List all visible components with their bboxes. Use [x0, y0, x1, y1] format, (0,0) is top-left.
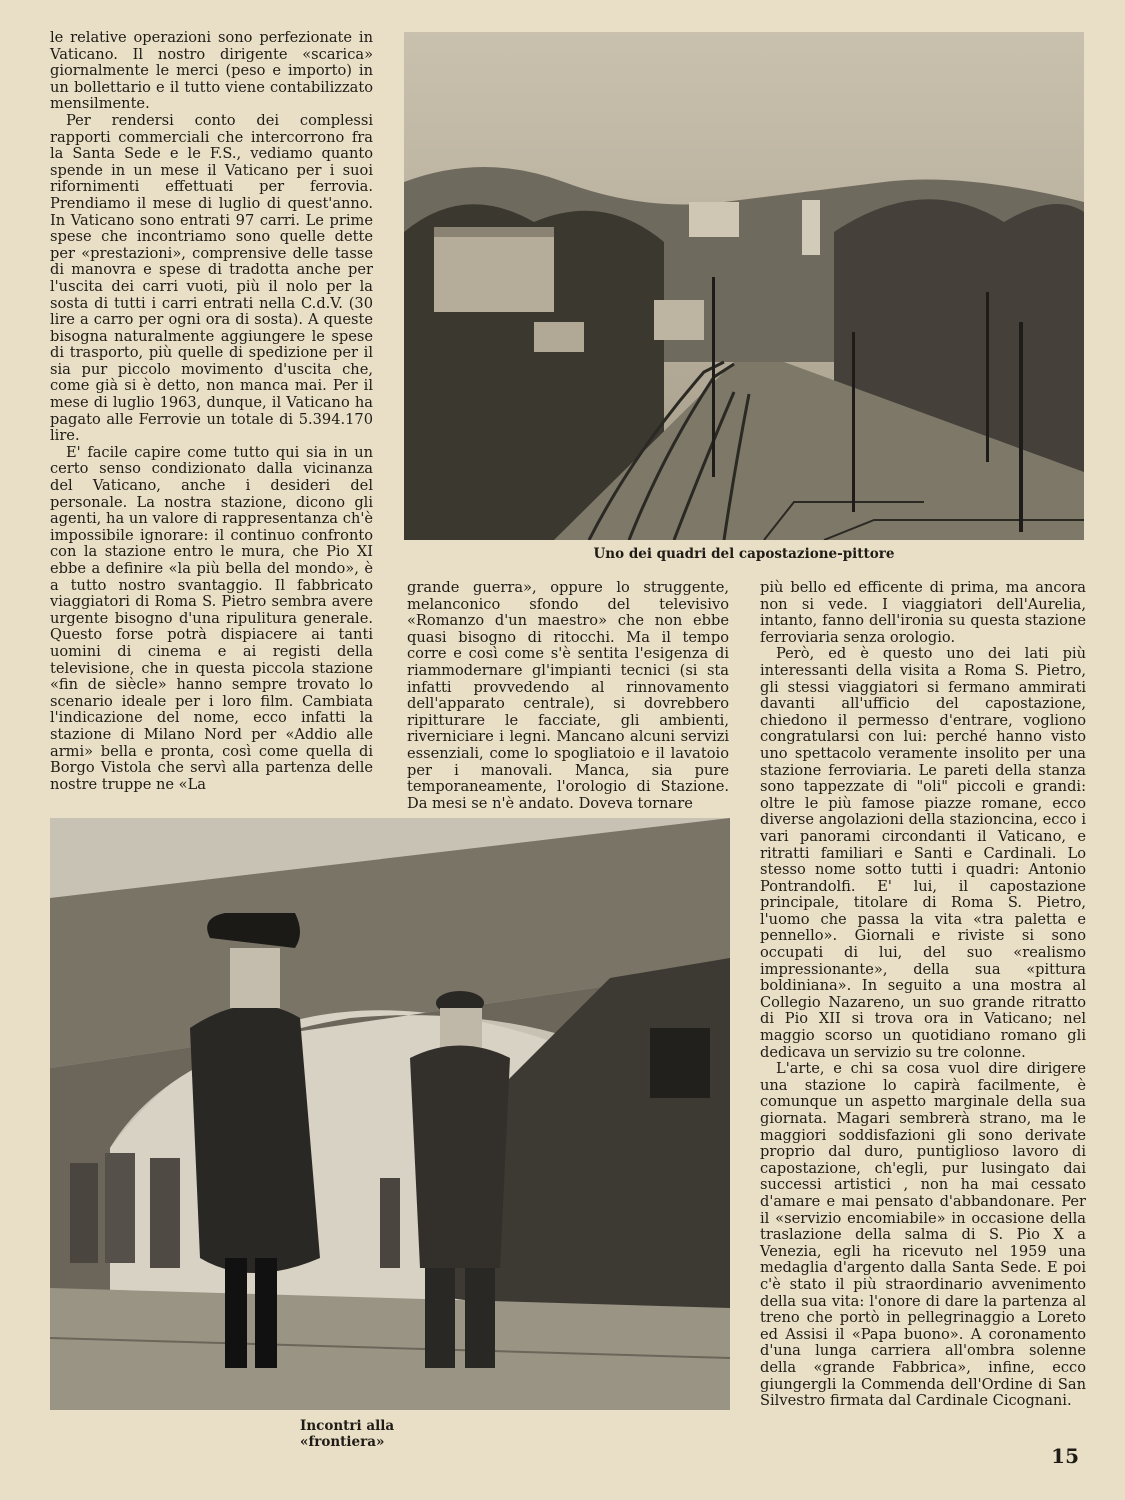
paragraph: Però, ed è questo uno dei lati più interessanti della visita a Roma S. Pietro, gli stessi viaggiatori si fermano ammirati davanti all'ufficio del capostazione, chiedono il permesso d'entrare, vogliono congratularsi con lui: perché hanno visto uno spettacolo veramente insolito per una stazione ferroviaria. Le pareti della stanza sono tappezzate di "oli" piccoli e grandi: oltre le più famose piazze romane, ecco diverse angolazioni della stazioncina, ecco i vari panorami circondanti il Vaticano, e ritratti familiari e Santi e Cardinali. Lo stesso nome sotto tutti i quadri: Antonio Pontrandolfi. E' lui, il capostazione principale, titolare di Roma S. Pietro, l'uomo che passa la vita «tra paletta e pennello». Giornali e riviste si sono occupati di lui, del suo «realismo impressionante», della sua «pittura boldiniana». In seguito a una mostra al Collegio Nazareno, un suo grande ritratto di Pio XII si trova ora in Vaticano; nel maggio scorso un quotidiano romano gli dedicava un servizio su tre colonne.: [760, 645, 1086, 1061]
paragraph: più bello ed efficente di prima, ma ancora non si vede. I viaggiatori dell'Aurelia, intanto, fanno dell'ironia su questa stazione ferroviaria senza orologio.: [760, 579, 1086, 646]
station-officials-photo: [50, 818, 730, 1410]
article-column-1: [50, 30, 373, 793]
paragraph: L'arte, e chi sa cosa vuol dire dirigere una stazione lo capirà facilmente, è comunque un aspetto marginale della sua giornata. Magari sembrerà strano, ma le maggiori soddisfazioni gli sono derivate proprio dal duro, puntiglioso lavoro di capostazione, ch'egli, pur lusingato dai successi artistici , non ha mai cessato d'amare e mai pensato d'abbandonare. Per il «servizio encomiabile» in occasione della traslazione della salma di S. Pio X a Venezia, egli ha ricevuto nel 1959 una medaglia d'argento dalla Santa Sede. E poi c'è stato il più straordinario avvenimento della sua vita: l'onore di dare la partenza al treno che portò in pellegrinaggio a Loreto ed Assisi il «Papa buono». A coronamento d'una lunga carriera all'ombra solenne della «grande Fabbrica», infine, ecco giungergli la Commenda dell'Ordine di San Silvestro firmata dal Cardinale Cicognani.: [760, 1060, 1086, 1410]
paragraph: Per rendersi conto dei complessi rapporti commerciali che intercorrono fra la Santa Sede e le F.S., vediamo quanto spende in un mese il Vaticano per i suoi rifornimenti effettuati per ferrovia. Prendiamo il mese di luglio di quest'anno. In Vaticano sono entrati 97 carri. Le prime spese che incontriamo sono quelle dette per «prestazioni», comprensive delle tasse di manovra e spese di tradotta anche per l'uscita dei carri vuoti, più il nolo per la sosta di tutti i carri entrati nella C.d.V. (30 lire a carro per ogni ora di sosta). A queste bisogna naturalmente aggiungere le spese di trasporto, più quelle di spedizione per il sia pur piccolo movimento d'uscita che, come già si è detto, non manca mai. Per il mese di luglio 1963, dunque, il Vaticano ha pagato alle Ferrovie un totale di 5.394.170 lire.: [50, 111, 373, 445]
top-figure-caption: Uno dei quadri del capostazione-pittore: [593, 546, 895, 562]
paragraph: E' facile capire come tutto qui sia in un certo senso condizionato dalla vicinanza del Vaticano, anche i desideri del personale. La nostra stazione, dicono gli agenti, ha un valore di rappresentanza ch'è impossibile ignorare: il continuo confronto con la stazione entro le mura, che Pio XI ebbe a definire «la più bella del mondo», è a tutto nostro svantaggio. Il fabbricato viaggiatori di Roma S. Pietro sembra avere urgente bisogno d'una ripulitura generale. Questo forse potrà dispiacere ai tanti uomini di cinema e ai registi della televisione, che in questa piccola stazione «fin de siècle» hanno sempre trovato lo scenario ideale per i loro film. Cambiata l'indicazione del nome, ecco infatti la stazione di Milano Nord per «Addio alle armi» bella e pronta, così come quella di Borgo Vistola che servì alla partenza delle nostre truppe ne «La: [50, 443, 373, 793]
paragraph: grande guerra», oppure lo struggente, melanconico sfondo del televisivo «Romanzo d'un maestro» che non ebbe quasi bisogno di ritocchi. Ma il tempo corre e così come s'è sentita l'esigenza di riammodernare gl'impianti tecnici (si sta infatti provvedendo al rinnovamento dell'apparato centrale), si dovrebbero ripitturare le facciate, gli ambienti, riverniciare i legni. Mancano alcuni servizi essenziali, come lo spogliatoio e il lavatoio per i manovali. Manca, sia pure temporaneamente, l'orologio di Stazione. Da mesi se n'è andato. Doveva tornare: [407, 579, 729, 812]
paragraph: le relative operazioni sono perfezionate in Vaticano. Il nostro dirigente «scarica» giornalmente le merci (peso e importo) in un bollettario e il tutto viene contabilizzato mensilmente.: [50, 29, 373, 113]
bottom-figure-caption: Incontri alla «frontiera»: [300, 1418, 395, 1450]
painting-railway-photo: [404, 32, 1084, 540]
page-number: 15: [1051, 1444, 1079, 1468]
article-column-2: [407, 580, 729, 812]
article-column-3: [760, 580, 1086, 1410]
